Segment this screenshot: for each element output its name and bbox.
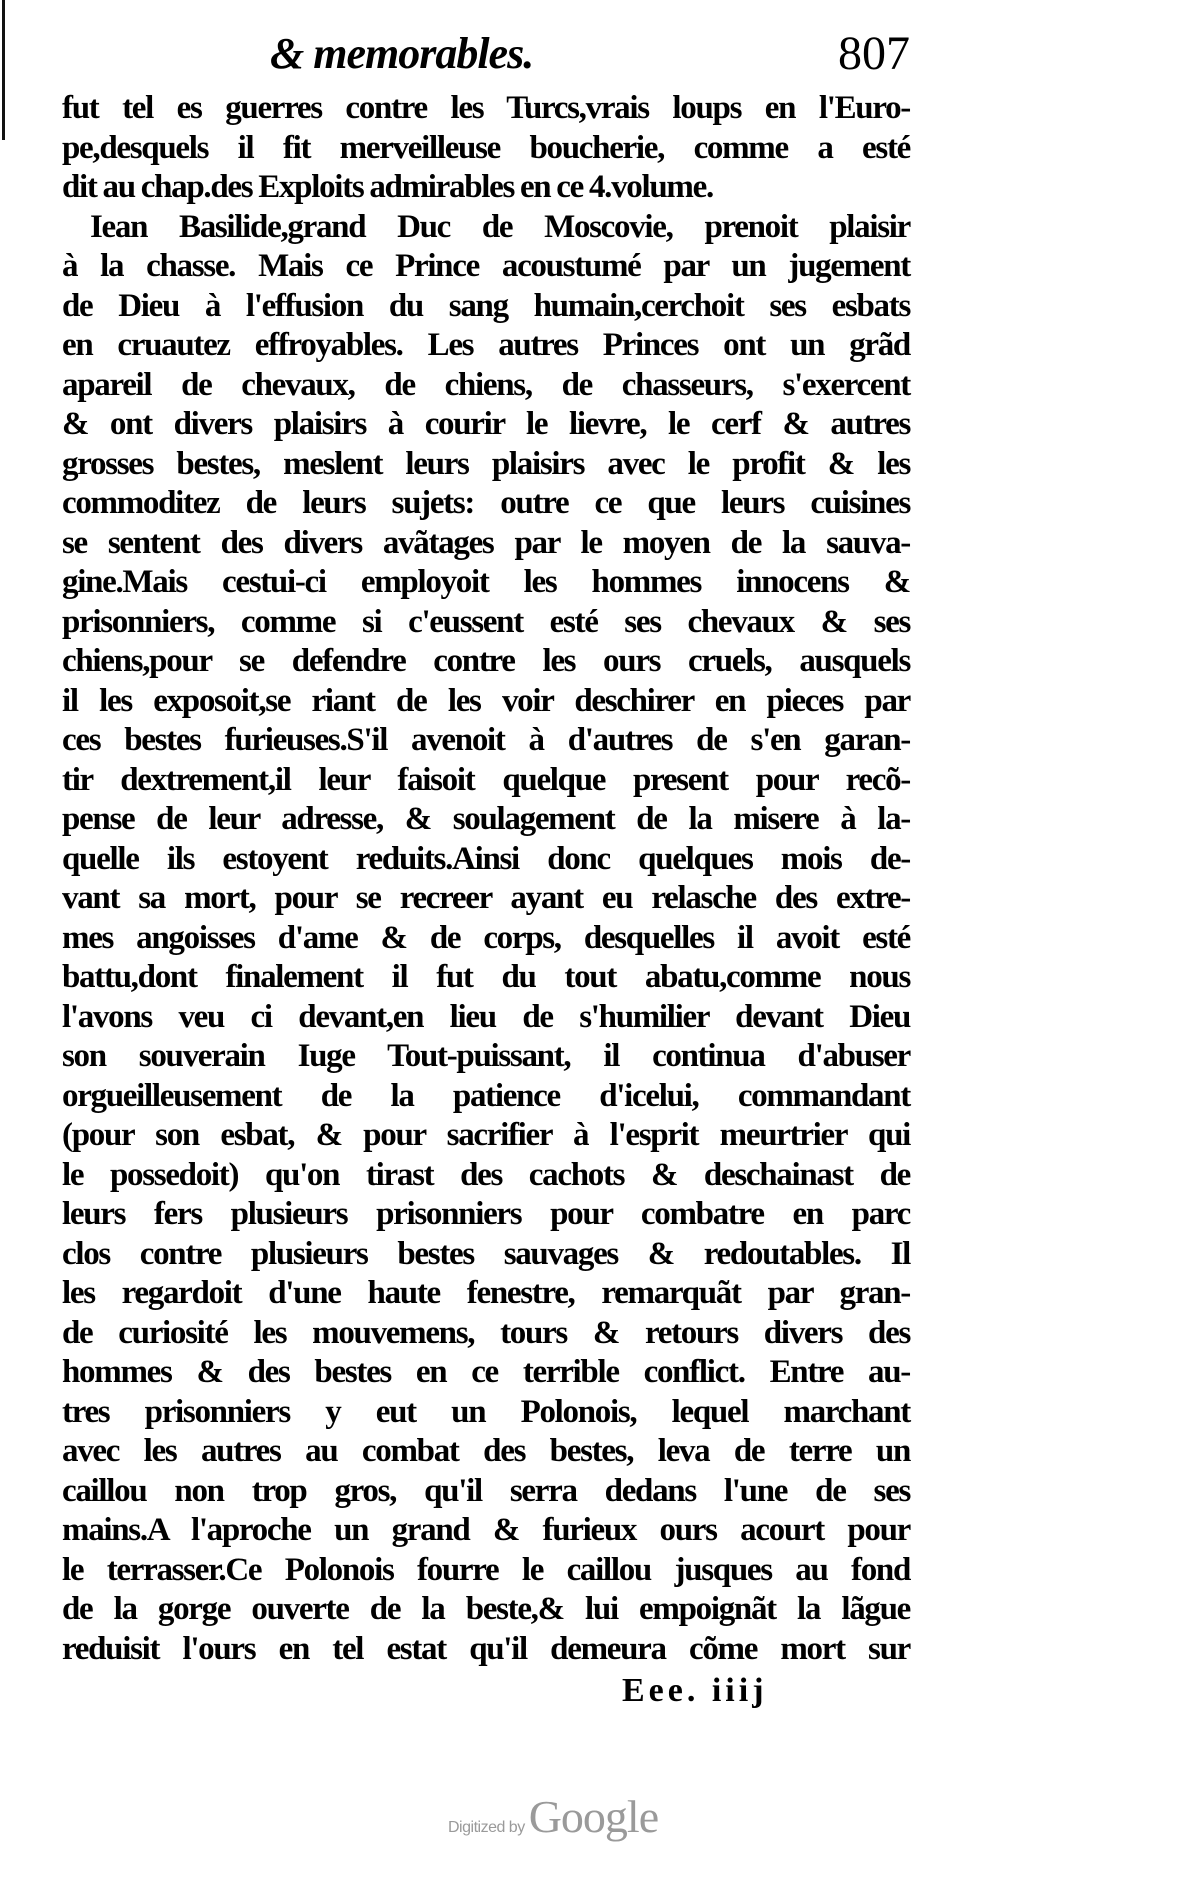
running-head xyxy=(270,28,910,84)
text-line: leurs fers plusieurs prisonniers pour combatre en parc xyxy=(62,1196,910,1232)
text-line: commoditez de leurs sujets: outre ce que leurs cuisines xyxy=(62,485,910,521)
text-line: mains.A l'aproche un grand & furieux ours acourt pour xyxy=(62,1512,910,1548)
text-line: (pour son esbat, & pour sacrifier à l'esprit meurtrier qui xyxy=(62,1117,910,1153)
text-line: pense de leur adresse, & soulagement de la misere à la- xyxy=(62,801,910,837)
text-line: le possedoit) qu'on tirast des cachots & deschainast de xyxy=(62,1156,910,1193)
text-line: Iean Basilide,grand Duc de Moscovie, prenoit plaisir xyxy=(90,208,910,245)
text-line: l'avons veu ci devant,en lieu de s'humilier devant Dieu xyxy=(62,998,910,1035)
text-line: le terrasser.Ce Polonois fourre le caillou jusques au fond xyxy=(62,1551,910,1588)
text-line: gine.Mais cestui-ci employoit les hommes innocens & xyxy=(62,564,910,600)
text-line: & ont divers plaisirs à courir le lievre, le cerf & autres xyxy=(62,406,910,442)
google-logo: Google xyxy=(528,1791,659,1842)
text-line: quelle ils estoyent reduits.Ainsi donc quelques mois de- xyxy=(62,840,910,877)
text-line: battu,dont finalement il fut du tout abatu,comme nous xyxy=(62,959,910,995)
text-line: prisonniers, comme si c'eussent esté ses chevaux & ses xyxy=(62,603,910,640)
running-title: & memorables. xyxy=(270,29,534,78)
text-line: apareil de chevaux, de chiens, de chasseurs, s'exercent xyxy=(62,366,910,403)
text-line: ces bestes furieuses.S'il avenoit à d'autres de s'en garan- xyxy=(62,722,910,758)
page-number: 807 xyxy=(838,27,910,80)
text-line: se sentent des divers avãtages par le moyen de la sauva- xyxy=(62,524,910,561)
text-line: avec les autres au combat des bestes, leva de terre un xyxy=(62,1433,910,1469)
text-line: reduisit l'ours en tel estat qu'il demeura cõme mort sur xyxy=(62,1630,910,1667)
text-line: fut tel es guerres contre les Turcs,vrais loups en l'Euro- xyxy=(62,90,910,126)
text-line: à la chasse. Mais ce Prince acoustumé par un jugement xyxy=(62,248,910,284)
text-line: son souverain Iuge Tout-puissant, il continua d'abuser xyxy=(62,1038,910,1074)
text-line: mes angoisses d'ame & de corps, desquelles il avoit esté xyxy=(62,919,910,956)
text-line: orgueilleusement de la patience d'icelui, commandant xyxy=(62,1077,910,1114)
text-line: grosses bestes, meslent leurs plaisirs avec le profit & les xyxy=(62,445,910,482)
watermark-prefix: Digitized by xyxy=(448,1819,525,1836)
google-watermark xyxy=(448,1790,658,1843)
text-line: hommes & des bestes en ce terrible conflict. Entre au- xyxy=(62,1354,910,1390)
text-line: tres prisonniers y eut un Polonois, lequel marchant xyxy=(62,1393,910,1430)
text-line: de Dieu à l'effusion du sang humain,cerchoit ses esbats xyxy=(62,287,910,324)
text-line: caillou non trop gros, qu'il serra dedans l'une de ses xyxy=(62,1472,910,1509)
text-line: de curiosité les mouvemens, tours & retours divers des xyxy=(62,1314,910,1351)
text-line: les regardoit d'une haute fenestre, remarquãt par gran- xyxy=(62,1275,910,1311)
signature-mark: Eee. iiij xyxy=(622,1672,768,1709)
scan-edge xyxy=(2,0,5,140)
text-line: vant sa mort, pour se recreer ayant eu relasche des extre- xyxy=(62,880,910,916)
text-line: clos contre plusieurs bestes sauvages & redoutables. Il xyxy=(62,1235,910,1272)
text-line: dit au chap.des Exploits admirables en ce 4.volume. xyxy=(62,169,713,205)
body-text xyxy=(62,89,910,1669)
text-line: pe,desquels il fit merveilleuse boucherie, comme a esté xyxy=(62,129,910,166)
text-line: il les exposoit,se riant de les voir deschirer en pieces par xyxy=(62,682,910,719)
text-line: tir dextrement,il leur faisoit quelque present pour recõ- xyxy=(62,761,910,798)
text-line: chiens,pour se defendre contre les ours cruels, ausquels xyxy=(62,643,910,679)
text-line: en cruautez effroyables. Les autres Princes ont un grãd xyxy=(62,327,910,363)
text-line: de la gorge ouverte de la beste,& lui empoignãt la lãgue xyxy=(62,1591,910,1627)
